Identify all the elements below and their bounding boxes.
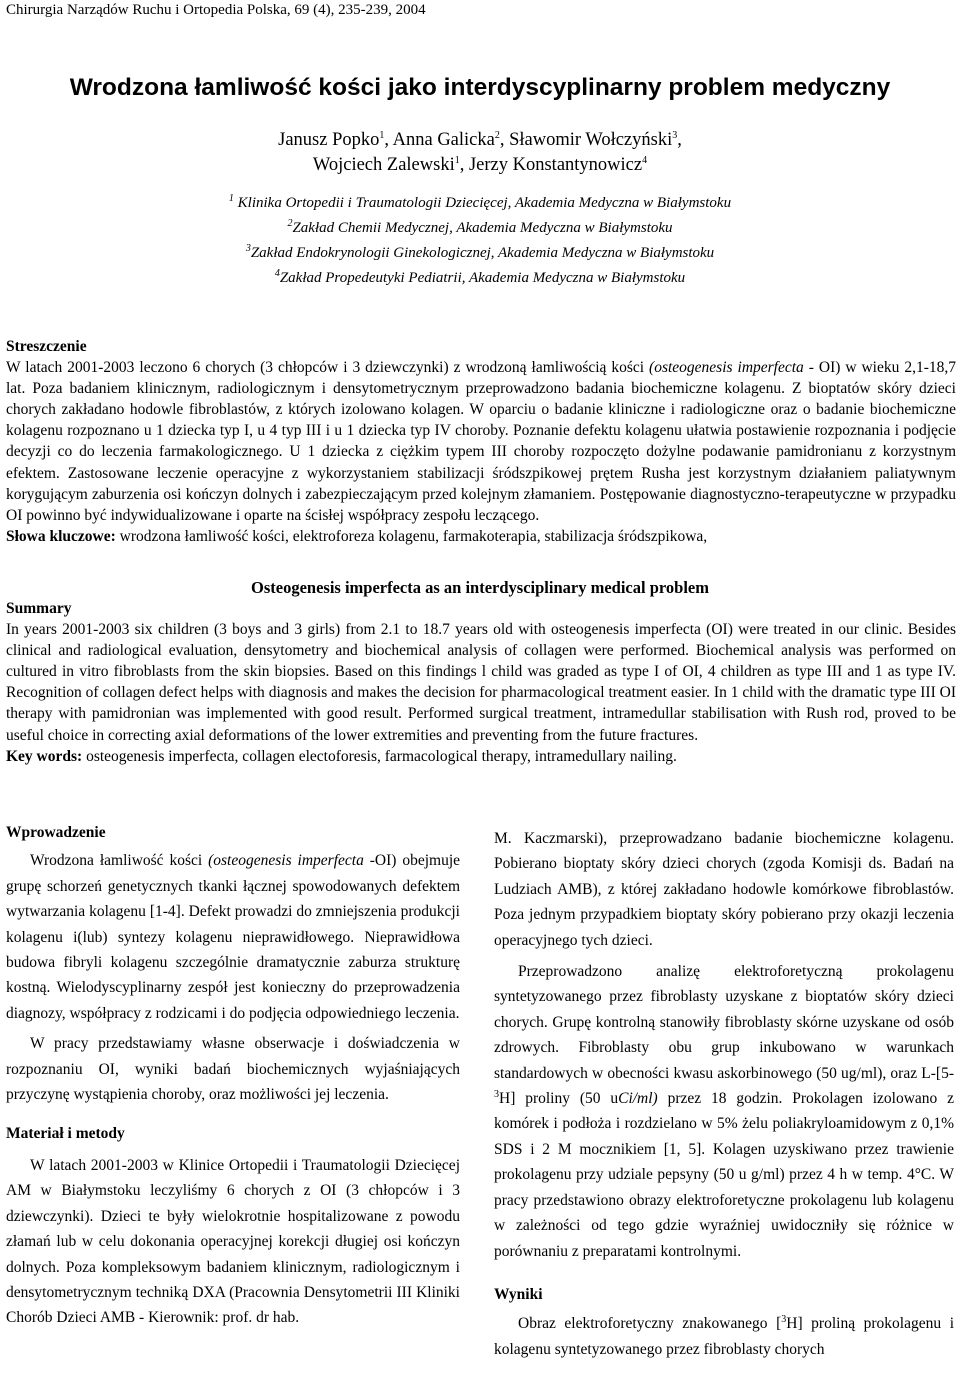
methods-paragraph-continued: M. Kaczmarski), przeprowadzano badanie biochemiczne kolagenu. Pobierano bioptaty skóry dzieci chorych (zgoda Komisji ds. Badań na Ludziach AMB), z której zakładano hodowle komórkowe fibroblastów. Poza jednym przypadkiem bioptaty skóry pobierano przy okazji leczenia operacyjnego tych dzieci. (494, 830, 954, 949)
author-name: Jerzy Konstantynowicz (468, 155, 643, 175)
section-heading-results: Wyniki (494, 1285, 543, 1303)
affiliation-item: $^1$ Klinika Ortopedii i Traumatologii Dziecięcej, Akademia Medyczna w Białymstoku (228, 193, 732, 211)
article-title: Wrodzona łamliwość kości jako interdyscyplinarny problem medyczny (69, 74, 891, 101)
affiliation-item: $^4$Zakład Propedeutyki Pediatrii, Akademia Medyczna w Białymstoku (274, 268, 686, 286)
author-separator: , (459, 155, 469, 175)
author-affiliation-marker: 1 (379, 129, 385, 141)
author-name: Wojciech Zalewski (312, 155, 455, 175)
author-affiliation-marker: 4 (642, 154, 648, 166)
author-affiliation-marker: 2 (494, 129, 500, 141)
journal-citation: Chirurgia Narządów Ruchu i Ortopedia Polska, 69 (4), 235-239, 2004 (6, 2, 426, 18)
author-name: Janusz Popko (278, 130, 380, 150)
author-separator: , (384, 130, 393, 150)
summary-body: In years 2001-2003 six children (3 boys and 3 girls) from 2.1 to 18.7 years old with osteogenesis imperfecta (OI) were treated in our clinic. Besides clinical and radiological evaluation, densytometry and biochemical analysis of collagen were performed. Biochemical analysis was performed on cultured in vitro fibroblasts from the skin biopsies. Based on this findings l child was graded as type I of OI, 4 children as type III and 1 as type IV. Recognition of collagen defect helps with diagnosis and makes the decision for pharmacological treatment easier. In 1 child with the dramatic type III OI therapy with pamidronian was implemented with good result. Performed surgical treatment, intramedullar stabilisation with Rush rod, proved to be useful choice in correcting axial deformations of the lower extremities and preventing from the future fractures. (6, 621, 956, 744)
abstract-keywords: Słowa kluczowe: wrodzona łamliwość kości, elektroforeza kolagenu, farmakoterapia, stabilizacja śródszpikowa, (6, 527, 708, 545)
abstract-polish (6, 336, 956, 547)
summary-heading: Summary (6, 600, 72, 617)
author-affiliation-marker: 3 (672, 129, 678, 141)
introduction-paragraph: W pracy przedstawiamy własne obserwacje i doświadczenia w rozpoznaniu OI, wyniki badań biochemicznych wyjaśniających przyczynę wystąpienia choroby, oraz możliwości jej leczenia. (6, 1035, 460, 1104)
affiliation-list (0, 191, 960, 291)
methods-paragraph: Przeprowadzono analizę elektroforetyczną prokolagenu syntetyzowanego przez fibroblasty uzyskane z bioptatów skóry dzieci chorych. Grupę kontrolną stanowiły fibroblasty skórne uzyskane od osób zdrowych. Fibroblasty obu grup inkubowano w warunkach standardowych w obecności kwasu askorbinowego (50 ug/ml), oraz L-[5-$^3$H] proliny (50 uCi/ml) przez 18 godzin. Prokolagen izolowano z komórek i podłoża i rozdzielano w 5% żelu poliakryloamidowym z 0,1% SDS i 2 M mocznikiem [1, 5]. Kolagen uzyskiwano przez trawienie prokolagenu przy udziale pepsyny (50 u g/ml) przez 4 h w temp. 4°C. W pracy przedstawiono obrazy elektroforetyczne prokolagenu lub kolagenu w zależności od tego gdzie wyraźniej uwidoczniły się różnice w porównaniu z preparatami kontrolnymi. (494, 963, 955, 1260)
author-affiliation-marker: 1 (454, 154, 460, 166)
results-paragraph: Obraz elektroforetyczny znakowanego [$^3$H] proliną prokolagenu i kolagenu syntetyzowanego przez fibroblasty chorych (494, 1314, 954, 1358)
right-column (494, 826, 954, 1362)
author-line-2 (0, 153, 960, 178)
abstract-body: W latach 2001-2003 leczono 6 chorych (3 chłopców i 3 dziewczynki) z wrodzoną łamliwością kości (osteogenesis imperfecta - OI) w wieku 2,1-18,7 lat. Poza badaniem klinicznym, radiologicznym i densytometrycznym przeprowadzono badania biochemiczne kolagenu. Z bioptatów skóry dzieci chorych zakładano hodowle fibroblastów, z których izolowano kolagen. W oparciu o badanie kliniczne i radiologiczne oraz o badanie biochemiczne kolagenu rozpoznano u 1 dziecka typ I, u 4 typ III i u 1 dziecka typ IV choroby. Poznanie defektu kolagenu ułatwia postawienie rozpoznania i podjęcie decyzji co do leczenia farmakologicznego. U 1 dziecka z ciężkim typem III choroby rozpoczęto dożylne podawanie pamidronianu z korzystnym efektem. Zastosowane leczenie operacyjne z wykorzystaniem stabilizacji śródszpikowej prętem Rusha jest korzystnym działaniem paliatywnym korygującym zaburzenia osi kończyn dolnych i zabezpieczającym przed kolejnym złamaniem. Postępowanie diagnostyczno-terapeutyczne w przypadku OI powinno być indywidualizowane i oparte na ścisłej współpracy zespołu leczącego. (6, 359, 956, 524)
section-heading-introduction: Wprowadzenie (6, 824, 106, 841)
affiliation-item: $^2$Zakład Chemii Medycznej, Akademia Medyczna w Białymstoku (287, 218, 673, 236)
introduction-paragraph: Wrodzona łamliwość kości (osteogenesis imperfecta -OI) obejmuje grupę schorzeń genetycznych tkanki łącznej spowodowanych defektem wytwarzania kolagenu [1-4]. Defekt prowadzi do zmniejszenia produkcji kolagenu i(lub) syntezy kolagenu nieprawidłowego. Nieprawidłowa budowa fibryli kolagenu szczególnie dramatycznie zaburza strukturę kostną. Wielodyscyplinarny zespół jest konieczny do przeprowadzenia diagnozy, współpracy z rodzicami i do podjęcia odpowiedniego leczenia. (6, 852, 461, 1022)
author-name: Sławomir Wołczyński (509, 130, 673, 150)
section-heading-methods: Materiał i metody (6, 1125, 125, 1143)
left-column (6, 820, 460, 1331)
english-title: Osteogenesis imperfecta as an interdysciplinary medical problem (251, 578, 709, 597)
author-name: Anna Galicka (392, 130, 495, 150)
methods-paragraph: W latach 2001-2003 w Klinice Ortopedii i Traumatologii Dziecięcej AM w Białymstoku leczyliśmy 6 chorych z OI (3 chłopców i 3 dziewczynki). Dzieci te były wielokrotnie hospitalizowane z powodu złamań lub w celu dokonania operacyjnej korekcji długiej osi kończyn dolnych. Poza kompleksowym badaniem klinicznym, radiologicznym i densytometrycznym techniką DXA (Pracownia Densytometrii III Kliniki Chorób Dzieci AMB - Kierownik: prof. dr hab. (6, 1156, 460, 1327)
affiliation-item: $^3$Zakład Endokrynologii Ginekologicznej, Akademia Medyczna w Białymstoku (245, 243, 715, 261)
abstract-english (6, 598, 956, 767)
abstract-heading: Streszczenie (6, 338, 87, 355)
author-list (0, 128, 960, 178)
author-line-1: Janusz Popko$^1$, Anna Galicka$^2$, Sławomir Wołczyński$^3$, (278, 129, 682, 150)
summary-keywords: Key words: osteogenesis imperfecta, collagen electoforesis, farmacological therapy, intramedullary nailing. (6, 747, 677, 765)
author-separator: , (499, 130, 510, 150)
